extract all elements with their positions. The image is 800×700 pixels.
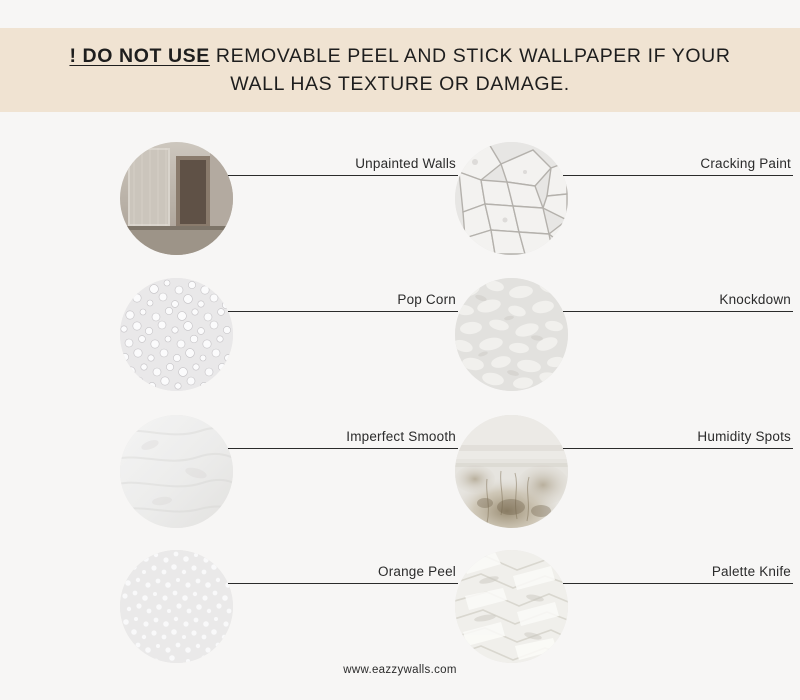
sample-knockdown: [455, 278, 795, 410]
label-text: Pop Corn: [397, 292, 456, 307]
sample-unpainted-walls: [120, 142, 460, 274]
leader-line: [563, 175, 793, 176]
label-imperfect-smooth: [228, 429, 458, 449]
label-text: Palette Knife: [711, 564, 791, 579]
swatch-imperfect-smooth: [120, 415, 233, 528]
leader-line: [228, 583, 458, 584]
label-text: Humidity Spots: [697, 429, 791, 444]
leader-line: [563, 311, 793, 312]
label-humidity-spots: [563, 429, 793, 449]
label-knockdown: [563, 292, 793, 312]
label-text: Knockdown: [719, 292, 791, 307]
leader-line: [228, 448, 458, 449]
swatch-humidity-spots: [455, 415, 568, 528]
warning-banner: [0, 28, 800, 112]
label-text: Orange Peel: [378, 564, 456, 579]
swatch-knockdown: [455, 278, 568, 391]
sample-imperfect-smooth: [120, 415, 460, 547]
swatch-cracking-paint: [455, 142, 568, 255]
label-orange-peel: [228, 564, 458, 584]
wall-texture-grid: [0, 130, 800, 660]
sample-humidity-spots: [455, 415, 795, 547]
label-text: Imperfect Smooth: [346, 429, 456, 444]
leader-line: [228, 311, 458, 312]
sample-pop-corn: [120, 278, 460, 410]
footer: [0, 660, 800, 678]
warning-banner-text: [60, 42, 740, 99]
swatch-pop-corn: [120, 278, 233, 391]
label-text: Cracking Paint: [700, 156, 791, 171]
label-unpainted-walls: [228, 156, 458, 176]
warning-emphasis: ! DO NOT USE: [69, 44, 210, 67]
sample-cracking-paint: [455, 142, 795, 274]
leader-line: [228, 175, 458, 176]
label-palette-knife: [563, 564, 793, 584]
leader-line: [563, 583, 793, 584]
swatch-orange-peel: [120, 550, 233, 663]
swatch-unpainted-walls: [120, 142, 233, 255]
label-cracking-paint: [563, 156, 793, 176]
swatch-palette-knife: [455, 550, 568, 663]
warning-body: REMOVABLE PEEL AND STICK WALLPAPER IF YOUR WALL HAS TEXTURE OR DAMAGE.: [209, 44, 731, 95]
label-pop-corn: [228, 292, 458, 312]
label-text: Unpainted Walls: [355, 156, 456, 171]
leader-line: [563, 448, 793, 449]
footer-website-url[interactable]: www.eazzywalls.com: [343, 664, 457, 676]
